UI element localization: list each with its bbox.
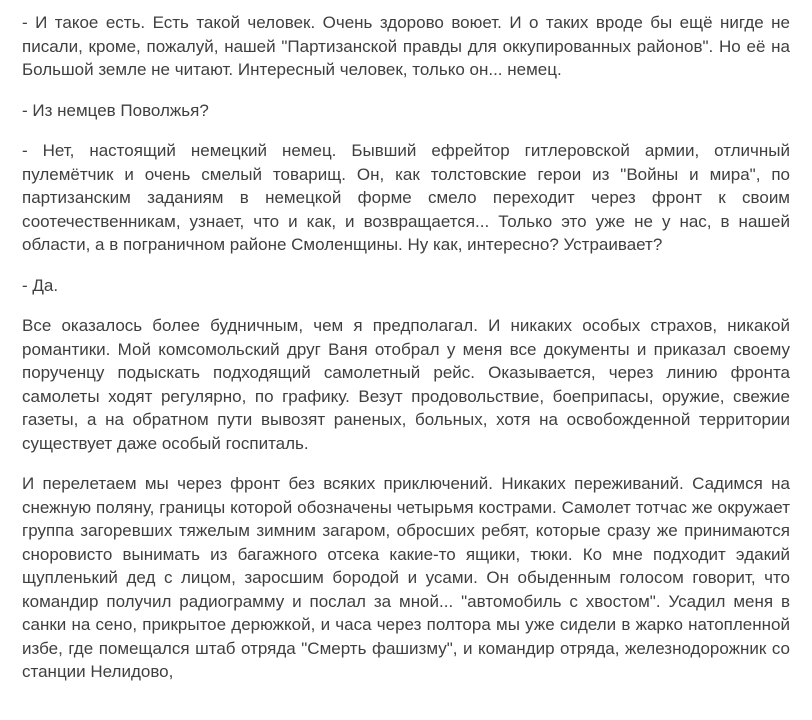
dialogue-paragraph-1: - И такое есть. Есть такой человек. Очень здорово воюет. И о таких вроде бы ещё нигде не писали, кроме, пожалуй, нашей "Партизанской правды для оккупированных районов". Но её на Большой земле не читают. Интересный человек, только он... немец. [22, 13, 790, 79]
narrative-paragraph-2: И перелетаем мы через фронт без всяких приключений. Никаких переживаний. Садимся на снежную поляну, границы которой обозначены четырьмя кострами. Самолет тотчас же окружает группа загоревших тяжелым зимним загаром, обросших ребят, которые сразу же принимаются сноровисто вынимать из багажного отсека какие-то ящики, тюки. Ко мне подходит эдакий щупленький дед с лицом, заросшим бородой и усами. Он обыденным голосом говорит, что командир получил радиограмму и послал за мной... "автомобиль с хвостом". Усадил меня в санки на сено, прикрытое дерюжкой, и часа через полтора мы уже сидели в жарко натопленной избе, где помещался штаб отряда "Смерть фашизму", и командир отряда, железнодорожник со станции Нелидово, [22, 474, 790, 681]
narrative-paragraph-1: Все оказалось более будничным, чем я предполагал. И никаких особых страхов, никакой романтики. Мой комсомольский друг Ваня отобрал у меня все документы и приказал своему порученцу подыскать подходящий самолетный рейс. Оказывается, через линию фронта самолеты ходят регулярно, по графику. Везут продовольствие, боеприпасы, оружие, свежие газеты, а на обратном пути вывозят раненых, больных, хотя на освобожденной территории существует даже особый госпиталь. [22, 316, 790, 453]
dialogue-paragraph-3: - Нет, настоящий немецкий немец. Бывший ефрейтор гитлеровской армии, отличный пулемётчик и очень смелый товарищ. Он, как толстовские герои из "Войны и мира", по партизанским заданиям в немецкой форме смело переходит через фронт к своим соотечественникам, узнает, что и как, и возвращается... Только это уже не у нас, в нашей области, а в пограничном районе Смоленщины. Ну как, интересно? Устраивает? [22, 141, 790, 254]
dialogue-paragraph-2: - Из немцев Поволжья? [22, 100, 209, 120]
dialogue-paragraph-4: - Да. [22, 275, 59, 295]
